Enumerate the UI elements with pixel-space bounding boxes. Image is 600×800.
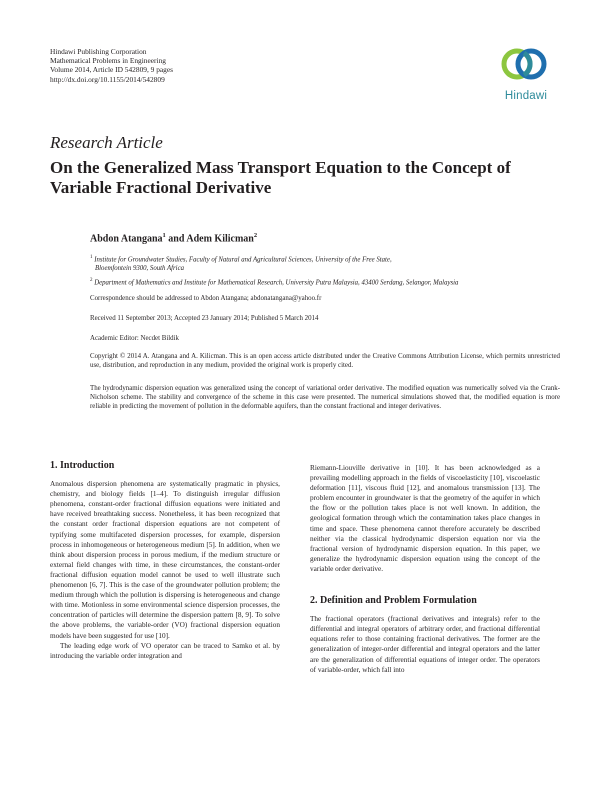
affiliation-2 — [90, 277, 560, 288]
intro-paragraph-1: Anomalous dispersion phenomena are systematically pragmatic in physics, chemistry, and biology fields [1–4]. To distinguish irregular diffusion phenomena, constant-order fractional diffusion equations were initiated and have received breathtaking success. Nonetheless, it has been recognized that the constant order fractional dispersion equations are not competent of typifying some multifaceted dispersion processes, for example, dispersion process in inhomogeneous or heterogeneous medium [5]. In addition, when we think about dispersion process in porous medium, if the medium structure or external field changes with time, in these circumstances, the constant-order fractional diffusion equation model cannot be used to well illustrate such phenomenon [6, 7]. This is the case of the groundwater pollution problem; the medium through which the pollution is dispersing is heterogeneous and change with time. Motionless in some environmental science dispersion processes, the concentration of particles will determine the dispersion pattern [8, 9]. To solve the above problems, the variable-order (VO) fractional dispersion equation models have been suggested for use [10]. — [50, 480, 280, 640]
journal-name: Mathematical Problems in Engineering — [50, 56, 166, 66]
authors-and: and — [165, 233, 187, 245]
affiliation-1 — [90, 254, 560, 273]
volume-info: Volume 2014, Article ID 542809, 9 pages — [50, 65, 174, 75]
section-1-heading: 1. Introduction — [50, 460, 115, 471]
copyright: Copyright © 2014 A. Atangana and A. Kilicman. This is an open access article distributed under the Creative Commons Attribution License, which permits unrestricted use, distribution, and reproduction in any medium, provided the original work is properly cited. — [90, 353, 560, 369]
journal-info — [50, 47, 173, 84]
affiliation-1-num: 1 — [90, 255, 93, 260]
right-column — [310, 463, 540, 675]
intro-paragraph-3: Riemann-Liouville derivative in [10]. It has been acknowledged as a prevailing modelling approach in the fields of viscoelasticity [10], viscoelastic deformation [11], viscous fluid [12], and anomalous transmission [13]. The problem encounter in groundwater is that the geometry of the aquifer in which the flow or the pollution takes place is not well known. In addition, the geological formation through which the contamination takes place changes in time and space. These phenomena cannot therefore accurately be described neither via the classical hydrodynamic dispersion equation nor via the fractional version of hydrodynamic dispersion equation. In this paper, we generalize the hydrodynamic dispersion equation using the concept of the variable order derivative. — [310, 464, 540, 573]
abstract: The hydrodynamic dispersion equation was generalized using the concept of variational order derivative. The modified equation was numerically solved via the Crank-Nicholson scheme. The stability and convergence of the scheme in this case were presented. The numerical simulations showed that, the modified equation is more reliable in predicting the movement of pollution in the deformable aquifers, than the constant fractional and integer derivatives. — [90, 385, 560, 411]
section-2-heading: 2. Definition and Problem Formulation — [310, 595, 477, 607]
affiliation-2-text: Department of Mathematics and Institute for Mathematical Research, University Putra Malaysia, 43400 Serdang, Selangor, Malaysia — [94, 279, 459, 287]
author-2-sup: 2 — [253, 232, 258, 239]
author-1-sup: 1 — [162, 232, 166, 239]
doi-link[interactable]: http://dx.doi.org/10.1155/2014/542809 — [50, 74, 165, 84]
article-type: Research Article — [50, 133, 163, 152]
left-column — [50, 461, 280, 661]
intro-paragraph-2: The leading edge work of VO operator can be traced to Samko et al. by introducing the variable order integration and — [50, 641, 280, 660]
affiliation-2-num: 2 — [90, 278, 93, 283]
publisher: Hindawi Publishing Corporation — [50, 47, 147, 56]
correspondence: Correspondence should be addressed to Abdon Atangana; abdonatangana@yahoo.fr — [90, 295, 322, 302]
paper-title: On the Generalized Mass Transport Equation to the Concept of Variable Fractional Derivative — [50, 158, 511, 197]
academic-editor: Academic Editor: Necdet Bildik — [90, 335, 179, 342]
logo-text: Hindawi — [504, 90, 548, 102]
dates: Received 11 September 2013; Accepted 23 January 2014; Published 5 March 2014 — [90, 315, 319, 322]
authors — [90, 232, 257, 244]
affiliation-1-text: Institute for Groundwater Studies, Faculty of Natural and Agricultural Sciences, University of the Free State, — [94, 256, 392, 264]
author-1: Abdon Atangana — [90, 233, 163, 245]
section-2-paragraph-1: The fractional operators (fractional derivatives and integrals) refer to the differential and integral operators of arbitrary order, and fractional differential equations refer to those containing fractional derivatives. The former are the generalization of integer-order differential and integral operators and the latter are the generalization of differential equations of integer order. The operators of variable-order, which fall into — [310, 615, 540, 674]
affiliation-1-text2: Bloemfontein 9300, South Africa — [95, 264, 184, 272]
author-2: Adem Kilicman — [186, 233, 254, 245]
